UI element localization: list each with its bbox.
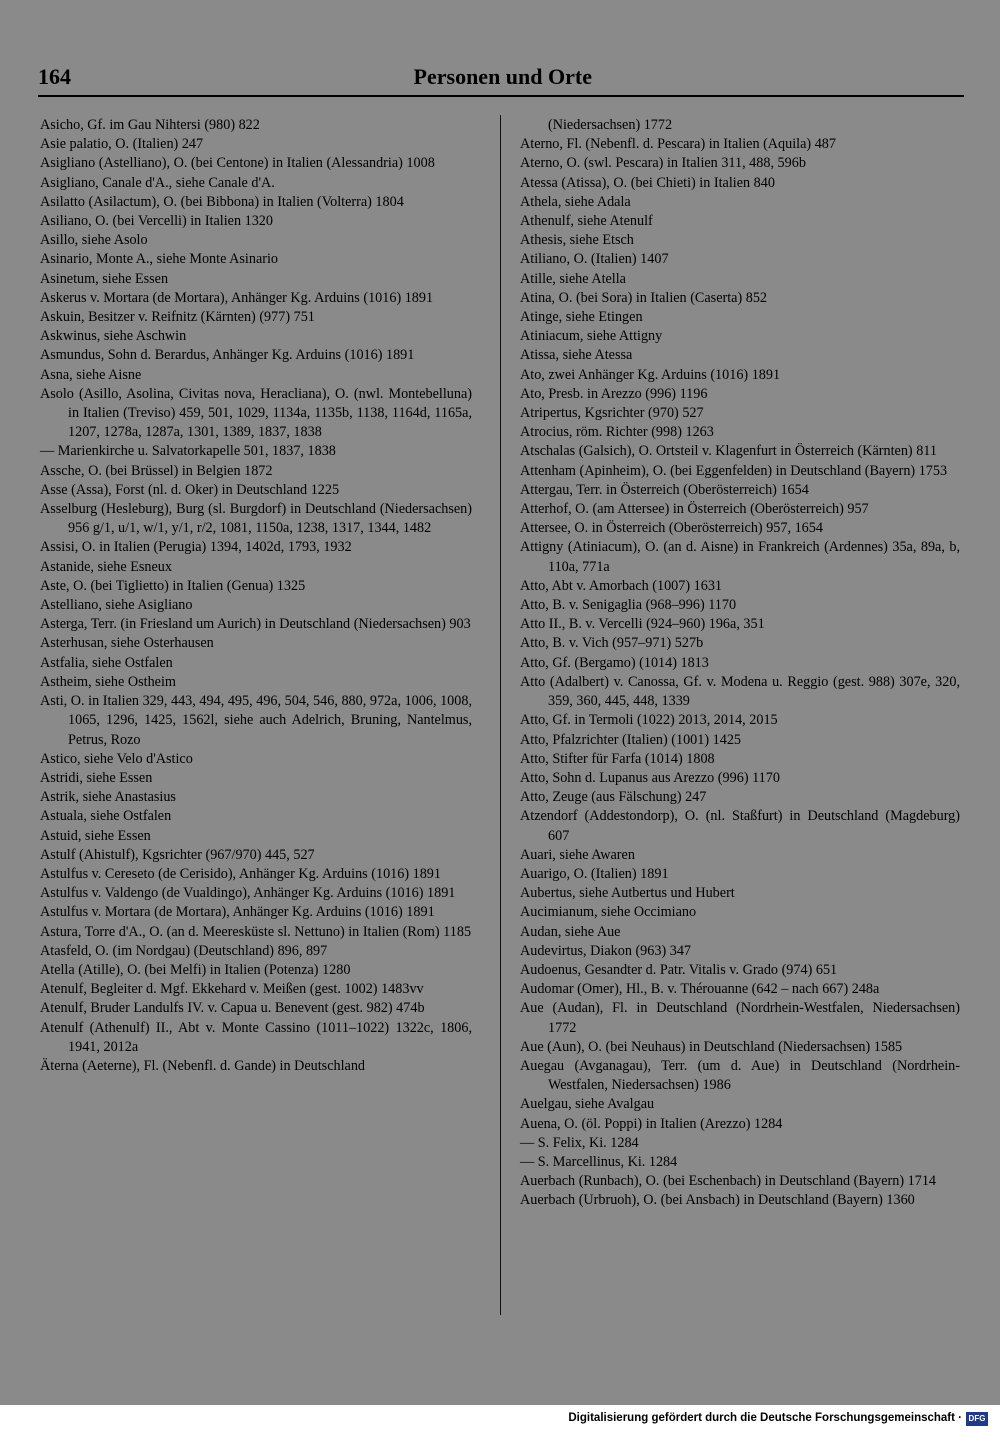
index-entry: Athela, siehe Adala <box>520 193 631 210</box>
page-header <box>38 62 964 96</box>
index-entry: Assisi, O. in Italien (Perugia) 1394, 1402d, 1793, 1932 <box>40 539 352 556</box>
page-number: 164 <box>38 64 71 89</box>
page-footer <box>0 1405 1000 1433</box>
index-entry: Aterno, O. (swl. Pescara) in Italien 311, 488, 596b <box>520 155 806 172</box>
index-entry: Attenham (Apinheim), O. (bei Eggenfelden) in Deutschland (Bayern) 1753 <box>520 462 948 479</box>
index-entry: Atto, B. v. Senigaglia (968–996) 1170 <box>520 597 737 614</box>
index-entry: Atripertus, Kgsrichter (970) 527 <box>520 405 704 422</box>
index-entry: Astuid, siehe Essen <box>40 827 151 844</box>
index-entry: Atiliano, O. (Italien) 1407 <box>520 251 669 268</box>
index-entry: Audevirtus, Diakon (963) 347 <box>520 942 692 959</box>
index-entry: Aucimianum, siehe Occimiano <box>520 904 697 921</box>
index-entry: Atinge, siehe Etingen <box>520 309 643 326</box>
index-entry: Attergau, Terr. in Österreich (Oberösterreich) 1654 <box>520 481 809 498</box>
index-entry: Atenulf, Begleiter d. Mgf. Ekkehard v. Meißen (gest. 1002) 1483vv <box>40 981 424 998</box>
index-entry: Asterga, Terr. (in Friesland um Aurich) in Deutschland (Niedersachsen) 903 <box>40 616 471 633</box>
index-entry: Astulfus v. Mortara (de Mortara), Anhänger Kg. Arduins (1016) 1891 <box>40 904 435 921</box>
index-entry: Astelliano, siehe Asigliano <box>40 597 193 614</box>
index-entry: Aue (Aun), O. (bei Neuhaus) in Deutschland (Niedersachsen) 1585 <box>520 1038 903 1055</box>
index-entry: Atterhof, O. (am Attersee) in Österreich (Oberösterreich) 957 <box>520 501 869 518</box>
index-entry: Auena, O. (öl. Poppi) in Italien (Arezzo) 1284 <box>520 1115 783 1132</box>
funding-credit: Digitalisierung gefördert durch die Deutsche Forschungsgemeinschaft · <box>568 1412 962 1424</box>
index-entry: Auelgau, siehe Avalgau <box>520 1096 655 1113</box>
index-entry: Atto, Pfalzrichter (Italien) (1001) 1425 <box>520 731 742 748</box>
column-divider <box>500 115 501 1315</box>
index-entry: Astura, Torre d'A., O. (an d. Meeresküste sl. Nettuno) in Italien (Rom) 1185 <box>40 923 472 940</box>
index-entry: Aue (Audan), Fl. in Deutschland (Nordrhein-Westfalen, Niedersachsen) 1772 <box>520 1000 960 1036</box>
index-entry: Atrocius, röm. Richter (998) 1263 <box>520 424 714 441</box>
index-entry: Attersee, O. in Österreich (Oberösterreich) 957, 1654 <box>520 520 823 537</box>
index-entry: Atella (Atille), O. (bei Melfi) in Italien (Potenza) 1280 <box>40 961 351 978</box>
right-column <box>520 116 960 1211</box>
index-entry: Asiliano, O. (bei Vercelli) in Italien 1320 <box>40 213 273 230</box>
index-entry: — Marienkirche u. Salvatorkapelle 501, 1837, 1838 <box>40 443 336 460</box>
index-entry: Atto, B. v. Vich (957–971) 527b <box>520 635 704 652</box>
index-entry: Auarigo, O. (Italien) 1891 <box>520 865 669 882</box>
index-entry: Asigliano, Canale d'A., siehe Canale d'A. <box>40 174 275 191</box>
index-entry: Asselburg (Hesleburg), Burg (sl. Burgdorf) in Deutschland (Niedersachsen) 956 g/1, u/1, w/1, y/1, r/2, 1081, 1150a, 1238, 1317, 1344, 1482 <box>40 501 472 537</box>
index-entry: Atto (Adalbert) v. Canossa, Gf. v. Modena u. Reggio (gest. 988) 307e, 320, 359, 360, 445, 448, 1339 <box>520 673 960 710</box>
index-entry: Astulfus v. Cereseto (de Cerisido), Anhänger Kg. Arduins (1016) 1891 <box>40 865 441 882</box>
header-rule <box>38 95 964 97</box>
index-entry: Atto, Stifter für Farfa (1014) 1808 <box>520 750 715 767</box>
index-entry: Asna, siehe Aisne <box>40 366 142 383</box>
index-entry: Atzendorf (Addestondorp), O. (nl. Staßfurt) in Deutschland (Magdeburg) 607 <box>520 808 960 844</box>
index-entry: Asinario, Monte A., siehe Monte Asinario <box>40 251 279 268</box>
index-entry: Athesis, siehe Etsch <box>520 232 634 249</box>
index-entry: Astheim, siehe Ostheim <box>40 673 176 690</box>
index-entry: Asmundus, Sohn d. Berardus, Anhänger Kg. Arduins (1016) 1891 <box>40 347 415 364</box>
index-entry: Asolo (Asillo, Asolina, Civitas nova, Heracliana), O. (nwl. Montebelluna) in Italien (Treviso) 459, 501, 1029, 1134a, 1135b, 1138, 1164d, 1165a, 1207, 1278a, 1287a, 1301, 1389, 1837, 1838 <box>40 385 472 441</box>
left-column <box>40 116 472 1076</box>
index-entry: Asigliano (Astelliano), O. (bei Centone) in Italien (Alessandria) 1008 <box>40 155 435 172</box>
index-entry: Astico, siehe Velo d'Astico <box>40 750 193 767</box>
index-entry: Atina, O. (bei Sora) in Italien (Caserta) 852 <box>520 289 768 306</box>
index-entry: Atto, Gf. (Bergamo) (1014) 1813 <box>520 654 709 671</box>
index-entry: Asinetum, siehe Essen <box>40 270 169 287</box>
index-entry: Athenulf, siehe Atenulf <box>520 213 653 230</box>
index-entry: Auerbach (Runbach), O. (bei Eschenbach) in Deutschland (Bayern) 1714 <box>520 1173 937 1190</box>
index-entry: Asillo, siehe Asolo <box>40 232 148 249</box>
index-entry: Astrik, siehe Anastasius <box>40 789 176 806</box>
index-entry: Atschalas (Galsich), O. Ortsteil v. Klagenfurt in Österreich (Kärnten) 811 <box>520 443 937 460</box>
index-entry: Atto, Sohn d. Lupanus aus Arezzo (996) 1170 <box>520 769 780 786</box>
index-entry: Askuin, Besitzer v. Reifnitz (Kärnten) (977) 751 <box>40 309 315 326</box>
index-entry: Audan, siehe Aue <box>520 923 621 940</box>
index-entry: — S. Marcellinus, Ki. 1284 <box>520 1153 678 1170</box>
index-entry: Askerus v. Mortara (de Mortara), Anhänger Kg. Arduins (1016) 1891 <box>40 289 434 306</box>
index-entry: Atessa (Atissa), O. (bei Chieti) in Italien 840 <box>520 174 775 191</box>
index-entry: Ato, zwei Anhänger Kg. Arduins (1016) 1891 <box>520 366 781 383</box>
index-entry: Auegau (Avganagau), Terr. (um d. Aue) in Deutschland (Nordrhein-Westfalen, Niedersachsen) 1986 <box>520 1057 960 1094</box>
index-entry: Aste, O. (bei Tiglietto) in Italien (Genua) 1325 <box>40 577 306 594</box>
index-entry: Askwinus, siehe Aschwin <box>40 328 187 345</box>
index-entry: Astridi, siehe Essen <box>40 769 153 786</box>
index-entry: Astulfus v. Valdengo (de Vualdingo), Anhänger Kg. Arduins (1016) 1891 <box>40 885 456 902</box>
index-entry: Ato, Presb. in Arezzo (996) 1196 <box>520 385 708 402</box>
index-entry: Asti, O. in Italien 329, 443, 494, 495, 496, 504, 546, 880, 972a, 1006, 1008, 1065, 1296, 1425, 1562l, siehe auch Adelrich, Bruning, Nantelmus, Petrus, Rozo <box>40 693 472 748</box>
index-entry: Asilatto (Asilactum), O. (bei Bibbona) in Italien (Volterra) 1804 <box>40 193 404 210</box>
index-entry: Auerbach (Urbruoh), O. (bei Ansbach) in Deutschland (Bayern) 1360 <box>520 1192 915 1209</box>
index-entry: Aubertus, siehe Autbertus und Hubert <box>520 885 735 902</box>
index-entry: Atiniacum, siehe Attigny <box>520 328 663 345</box>
dfg-logo: DFG <box>966 1412 988 1426</box>
index-entry: Atasfeld, O. (im Nordgau) (Deutschland) 896, 897 <box>40 942 328 959</box>
index-entry: Asterhusan, siehe Osterhausen <box>40 635 214 652</box>
index-entry: Astulf (Ahistulf), Kgsrichter (967/970) 445, 527 <box>40 846 315 863</box>
index-entry: Atenulf, Bruder Landulfs IV. v. Capua u. Benevent (gest. 982) 474b <box>40 1000 425 1017</box>
index-entry: Attigny (Atiniacum), O. (an d. Aisne) in Frankreich (Ardennes) 35a, 89a, b, 110a, 771a <box>520 539 960 575</box>
index-entry: Atenulf (Athenulf) II., Abt v. Monte Cassino (1011–1022) 1322c, 1806, 1941, 2012a <box>40 1019 472 1055</box>
index-entry: — S. Felix, Ki. 1284 <box>520 1134 639 1151</box>
index-entry: Atto II., B. v. Vercelli (924–960) 196a, 351 <box>520 616 765 633</box>
page-title: Personen und Orte <box>413 64 592 89</box>
index-entry: Auari, siehe Awaren <box>520 846 635 863</box>
index-entry: (Niedersachsen) 1772 <box>548 117 673 133</box>
index-entry: Äterna (Aeterne), Fl. (Nebenfl. d. Gande) in Deutschland <box>40 1057 366 1074</box>
index-entry: Assche, O. (bei Brüssel) in Belgien 1872 <box>40 462 273 479</box>
index-entry: Audomar (Omer), Hl., B. v. Thérouanne (642 – nach 667) 248a <box>520 981 880 998</box>
index-entry: Asie palatio, O. (Italien) 247 <box>40 136 204 153</box>
index-entry: Aterno, Fl. (Nebenfl. d. Pescara) in Italien (Aquila) 487 <box>520 136 836 153</box>
index-entry: Asse (Assa), Forst (nl. d. Oker) in Deutschland 1225 <box>40 481 340 498</box>
index-entry: Atissa, siehe Atessa <box>520 347 633 364</box>
index-entry: Astuala, siehe Ostfalen <box>40 808 172 825</box>
index-entry: Audoenus, Gesandter d. Patr. Vitalis v. Grado (974) 651 <box>520 961 838 978</box>
index-entry: Astfalia, siehe Ostfalen <box>40 654 173 671</box>
index-entry: Asicho, Gf. im Gau Nihtersi (980) 822 <box>40 117 260 133</box>
index-entry: Atto, Zeuge (aus Fälschung) 247 <box>520 789 707 806</box>
index-entry: Atille, siehe Atella <box>520 270 626 287</box>
index-entry: Atto, Abt v. Amorbach (1007) 1631 <box>520 577 723 594</box>
index-entry: Atto, Gf. in Termoli (1022) 2013, 2014, 2015 <box>520 712 778 729</box>
index-entry: Astanide, siehe Esneux <box>40 558 172 575</box>
